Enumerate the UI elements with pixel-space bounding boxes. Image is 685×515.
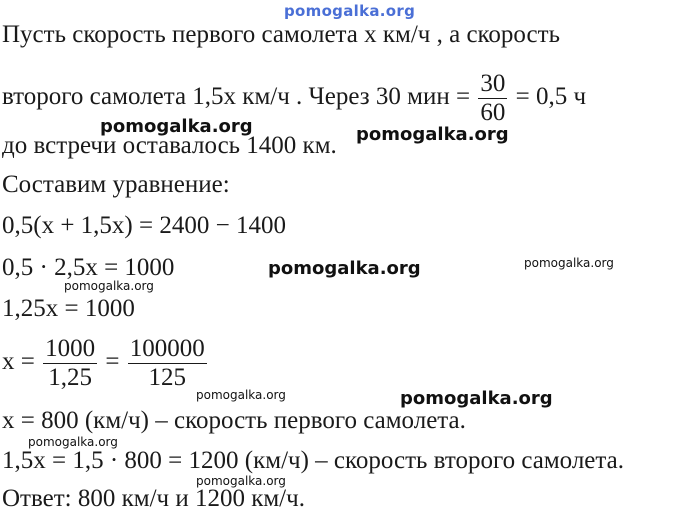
fraction-numerator: 30 xyxy=(480,70,506,97)
fraction-denominator: 1,25 xyxy=(48,364,92,391)
equation-line-7: 1,25x = 1000 xyxy=(2,295,135,322)
equation-line-8-lhs: x = xyxy=(2,348,35,376)
watermark: pomogalka.org xyxy=(28,435,118,449)
watermark: pomogalka.org xyxy=(400,388,553,409)
fraction-1000-1-25 xyxy=(43,335,97,392)
text-line-2-part-b: = 0,5 ч xyxy=(515,83,587,111)
watermark: pomogalka.org xyxy=(64,279,154,293)
answer-line: Ответ: 800 км/ч и 1200 км/ч. xyxy=(2,485,305,512)
fraction-100000-125 xyxy=(128,335,207,392)
text-line-2 xyxy=(2,70,586,127)
equation-line-6: 0,5 · 2,5x = 1000 xyxy=(2,254,175,281)
text-line-3: до встречи оставалось 1400 км. xyxy=(2,132,337,159)
fraction-denominator: 125 xyxy=(148,364,186,391)
watermark-top: pomogalka.org xyxy=(284,2,416,20)
fraction-numerator: 1000 xyxy=(45,335,96,362)
equation-line-8 xyxy=(2,335,209,392)
fraction-numerator: 100000 xyxy=(129,335,205,362)
watermark: pomogalka.org xyxy=(196,474,286,488)
watermark: pomogalka.org xyxy=(100,116,253,137)
watermark: pomogalka.org xyxy=(524,256,614,270)
watermark: pomogalka.org xyxy=(196,388,286,402)
equals-sign: = xyxy=(105,348,120,376)
text-line-9: x = 800 (км/ч) – скорость первого самолета. xyxy=(2,407,466,434)
text-line-2-part-a: второго самолета 1,5x км/ч . Через 30 мин = xyxy=(2,83,471,111)
equation-line-5: 0,5(x + 1,5x) = 2400 − 1400 xyxy=(2,212,286,239)
text-line-10: 1,5x = 1,5 · 800 = 1200 (км/ч) – скорость второго самолета. xyxy=(2,447,624,474)
text-line-1: Пусть скорость первого самолета x км/ч , а скорость xyxy=(2,21,560,48)
watermark: pomogalka.org xyxy=(268,258,421,279)
text-line-4: Составим уравнение: xyxy=(2,171,230,198)
watermark: pomogalka.org xyxy=(356,124,509,145)
fraction-30-60 xyxy=(478,70,507,127)
fraction-denominator: 60 xyxy=(480,99,506,126)
